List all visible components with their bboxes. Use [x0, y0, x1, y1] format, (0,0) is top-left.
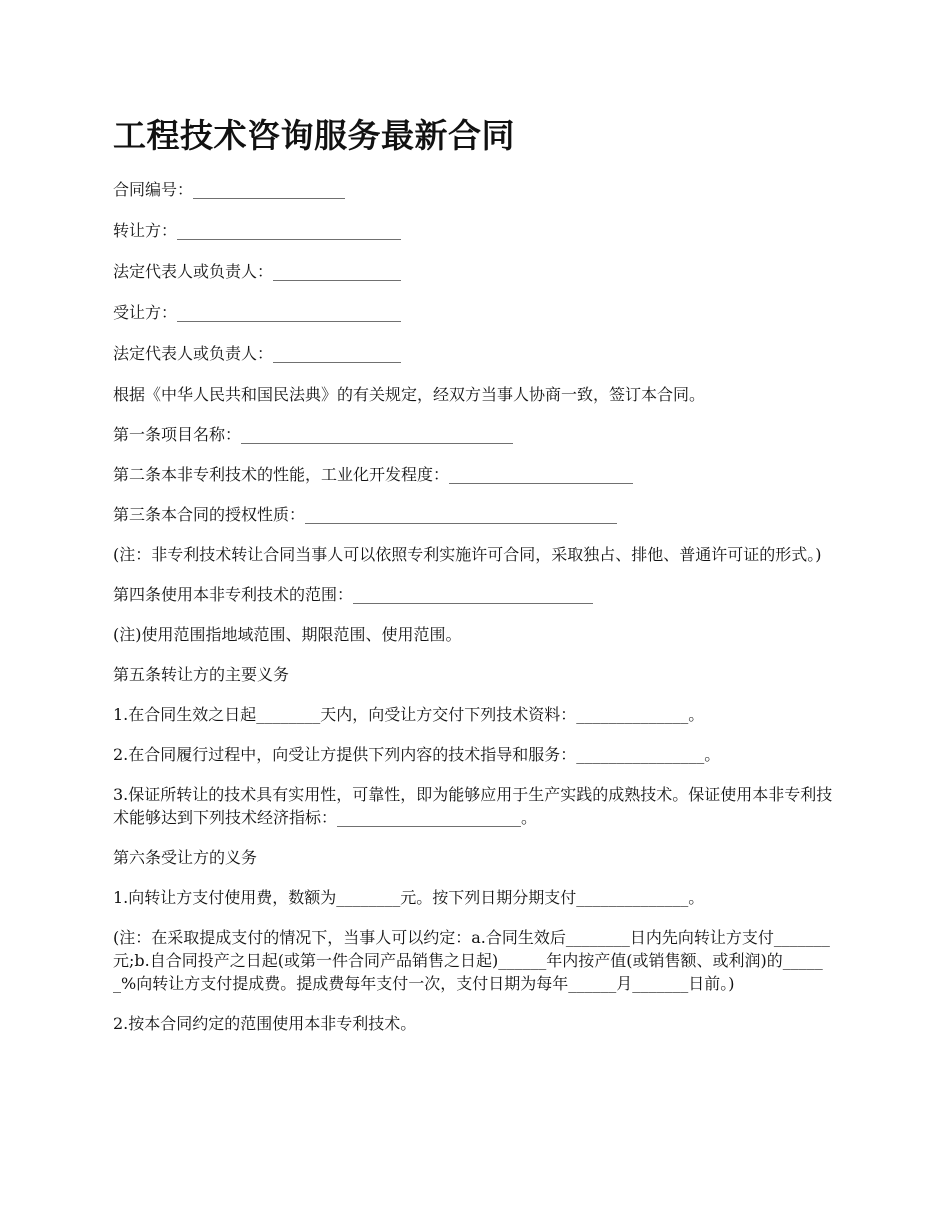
transferee-representative-field: 法定代表人或负责人：________________	[113, 344, 402, 363]
article-6-item-1: 1.向转让方支付使用费，数额为________元。按下列日期分期支付______________。	[113, 888, 705, 907]
article-4-scope: 第四条使用本非专利技术的范围：______________________________	[113, 585, 594, 604]
transferor-field: 转让方：____________________________	[113, 221, 402, 240]
article-1-project-name: 第一条项目名称：__________________________________	[113, 425, 514, 444]
note-royalty-payment: (注：在采取提成支付的情况下，当事人可以约定：a.合同生效后________日内先向转让方支付_______元;b.自合同投产之日起(或第一件合同产品销售之日起)______年内按产值(或销售额、或利润)的______%向转让方支付提成费。提成费每年支付一次，支付日期为每年______月_______日前。)	[113, 928, 830, 993]
contract-number-field: 合同编号：___________________	[113, 180, 346, 199]
preamble-paragraph: 根据《中华人民共和国民法典》的有关规定，经双方当事人协商一致，签订本合同。	[113, 385, 706, 404]
transferee-field: 受让方：____________________________	[113, 303, 402, 322]
article-5-item-3: 3.保证所转让的技术具有实用性，可靠性，即为能够应用于生产实践的成熟技术。保证使用本非专利技术能够达到下列技术经济指标：_______________________。	[113, 785, 833, 827]
article-5-item-1: 1.在合同生效之日起________天内，向受让方交付下列技术资料：______________。	[113, 705, 705, 724]
article-5-heading: 第五条转让方的主要义务	[113, 665, 290, 684]
article-6-item-2: 2.按本合同约定的范围使用本非专利技术。	[113, 1014, 417, 1033]
article-2-performance: 第二条本非专利技术的性能，工业化开发程度：_______________________	[113, 465, 634, 484]
document-page	[113, 112, 835, 1052]
note-license-forms: (注：非专利技术转让合同当事人可以依照专利实施许可合同，采取独占、排他、普通许可证的形式。)	[113, 545, 822, 564]
document-title: 工程技术咨询服务最新合同	[113, 116, 515, 155]
transferor-representative-field: 法定代表人或负责人：________________	[113, 262, 402, 281]
note-scope-definition: (注)使用范围指地域范围、期限范围、使用范围。	[113, 625, 462, 644]
article-6-heading: 第六条受让方的义务	[113, 848, 258, 867]
article-3-license-nature: 第三条本合同的授权性质：_______________________________________	[113, 505, 618, 524]
article-5-item-2: 2.在合同履行过程中，向受让方提供下列内容的技术指导和服务：________________。	[113, 745, 721, 764]
